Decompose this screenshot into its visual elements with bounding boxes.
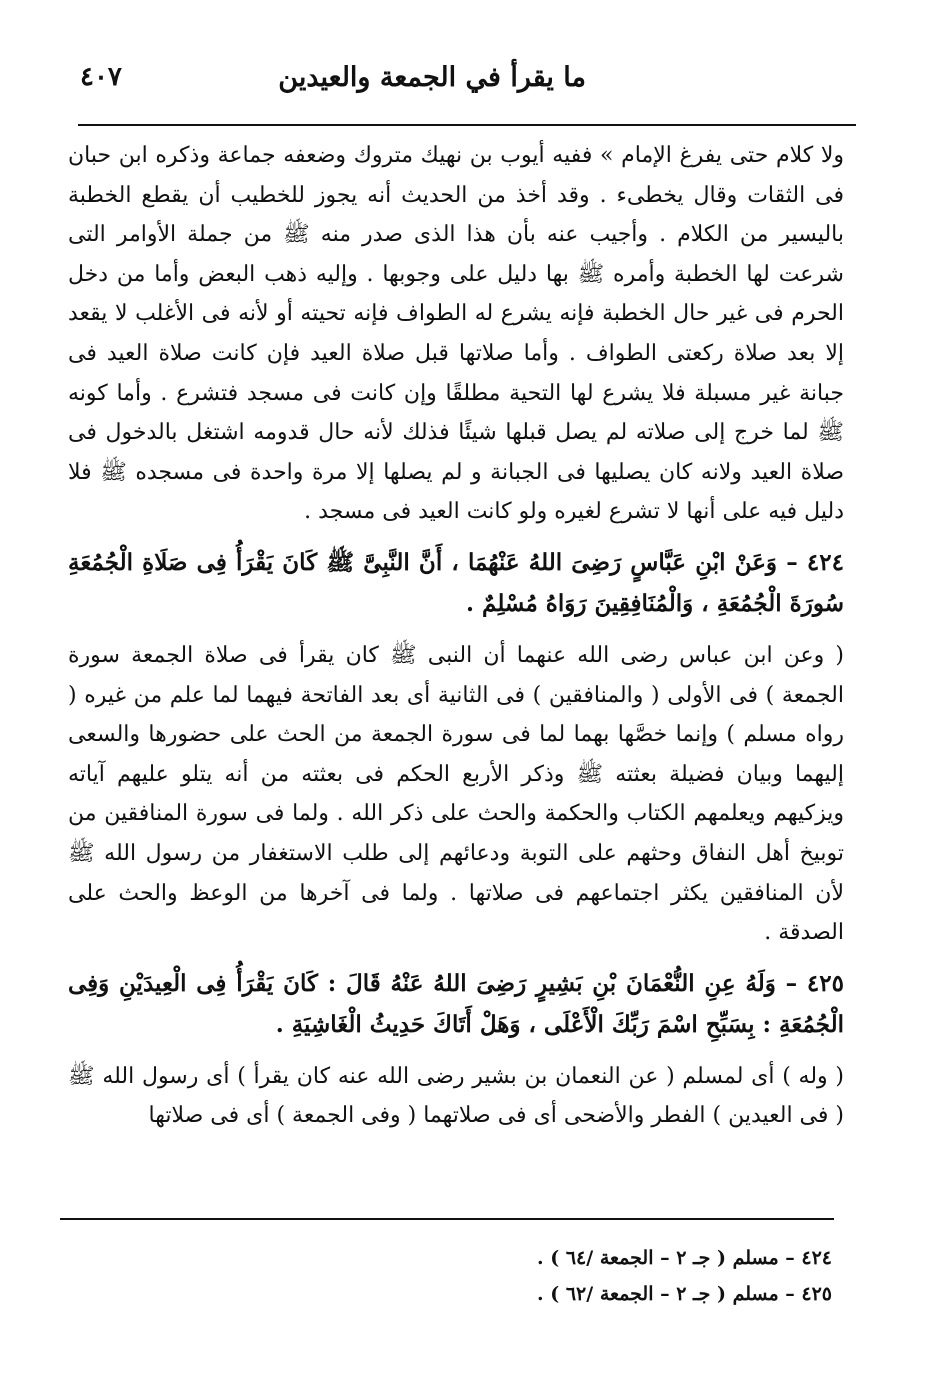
- hadith-424: [68, 542, 844, 624]
- hadith-text: وَعَنْ ابْنِ عَبَّاسٍ رَضِىَ اللهُ عَنْهُمَا ، أَنَّ النَّبِىَّ ﷺ كَانَ يَقْرَأُ فِى صَلَاةِ الْجُمُعَةِ سُورَةَ الْجُمُعَةِ ، وَالْمُنَافِقِينَ رَوَاهُ مُسْلِمٌ .: [68, 548, 844, 617]
- footnote: ٤٢٥ – مسلم ( جـ ٢ – الجمعة /٦٢ ) .: [537, 1283, 832, 1305]
- footnote: ٤٢٤ – مسلم ( جـ ٢ – الجمعة /٦٤ ) .: [537, 1247, 832, 1269]
- header-rule: [78, 124, 856, 126]
- page-number: ٤٠٧: [80, 62, 122, 92]
- footnotes: [332, 1240, 832, 1312]
- hadith-425: [68, 963, 844, 1045]
- running-title: ما يقرأ في الجمعة والعيدين: [278, 62, 586, 93]
- page-body: [68, 136, 844, 1136]
- hadith-text: وَلَهُ عِنِ النُّعْمَانَ بْنِ بَشِيرٍ رَضِىَ اللهُ عَنْهُ قَالَ : كَانَ يَقْرَأُ فِى الْعِيدَيْنِ وَفِى الْجُمُعَةِ : بِسَبِّحِ اسْمَ رَبِّكَ الْأَعْلَى ، وَهَلْ أَتَاكَ حَدِيثُ الْغَاشِيَةِ .: [68, 969, 844, 1038]
- commentary-paragraph: ( وعن ابن عباس رضى الله عنهما أن النبى ﷺ كان يقرأ فى صلاة الجمعة سورة الجمعة ) فى الأولى ( والمنافقين ) فى الثانية أى بعد الفاتحة فيهما لما علم من غيره ( رواه مسلم ) وإنما خصَّها بهما لما فى سورة الجمعة من الحث على حضورها والسعى إليهما وبيان فضيلة بعثته ﷺ وذكر الأربع الحكم فى بعثته من أنه يتلو عليهم آياته ويزكيهم ويعلمهم الكتاب والحكمة والحث على ذكر الله . ولما فى سورة المنافقين من توبيخ أهل النفاق وحثهم على التوبة ودعائهم إلى طلب الاستغفار من رسول الله ﷺ لأن المنافقين يكثر اجتماعهم فى صلاتها . ولما فى آخرها من الوعظ والحث على الصدقة .: [68, 642, 844, 946]
- commentary-paragraph: ( وله ) أى لمسلم ( عن النعمان بن بشير رضى الله عنه كان يقرأ ) أى رسول الله ﷺ ( فى العيدين ) الفطر والأضحى أى فى صلاتهما ( وفى الجمعة ) أى فى صلاتها: [68, 1063, 844, 1129]
- page-header: [68, 58, 836, 106]
- footnote-rule: [60, 1218, 834, 1220]
- commentary-paragraph: ولا كلام حتى يفرغ الإمام » ففيه أيوب بن نهيك متروك وضعفه جماعة وذكره ابن حبان فى الثقات وقال يخطىء . وقد أخذ من الحديث أنه يجوز للخطيب أن يقطع الخطبة باليسير من الكلام . وأجيب عنه بأن هذا الذى صدر منه ﷺ من جملة الأوامر التى شرعت لها الخطبة وأمره ﷺ بها دليل على وجوبها . وإليه ذهب البعض وأما من دخل الحرم فى غير حال الخطبة فإنه يشرع له الطواف فإنه تحيته أو لأنه فى الأغلب لا يقعد إلا بعد صلاة ركعتى الطواف . وأما صلاتها قبل صلاة العيد فإن كانت صلاة العيد فى جبانة غير مسبلة فلا يشرع لها التحية مطلقًا وإن كانت فى مسجد فتشرع . وأما كونه ﷺ لما خرج إلى صلاته لم يصل قبلها شيئًا فذلك لأنه حال قدومه اشتغل بالدخول فى صلاة العيد ولانه كان يصليها فى الجبانة و لم يصلها إلا مرة واحدة فى مسجده ﷺ فلا دليل فيه على أنها لا تشرع لغيره ولو كانت العيد فى مسجد .: [68, 143, 845, 525]
- hadith-number: ٤٢٥ –: [785, 969, 844, 997]
- hadith-number: ٤٢٤ –: [786, 548, 844, 576]
